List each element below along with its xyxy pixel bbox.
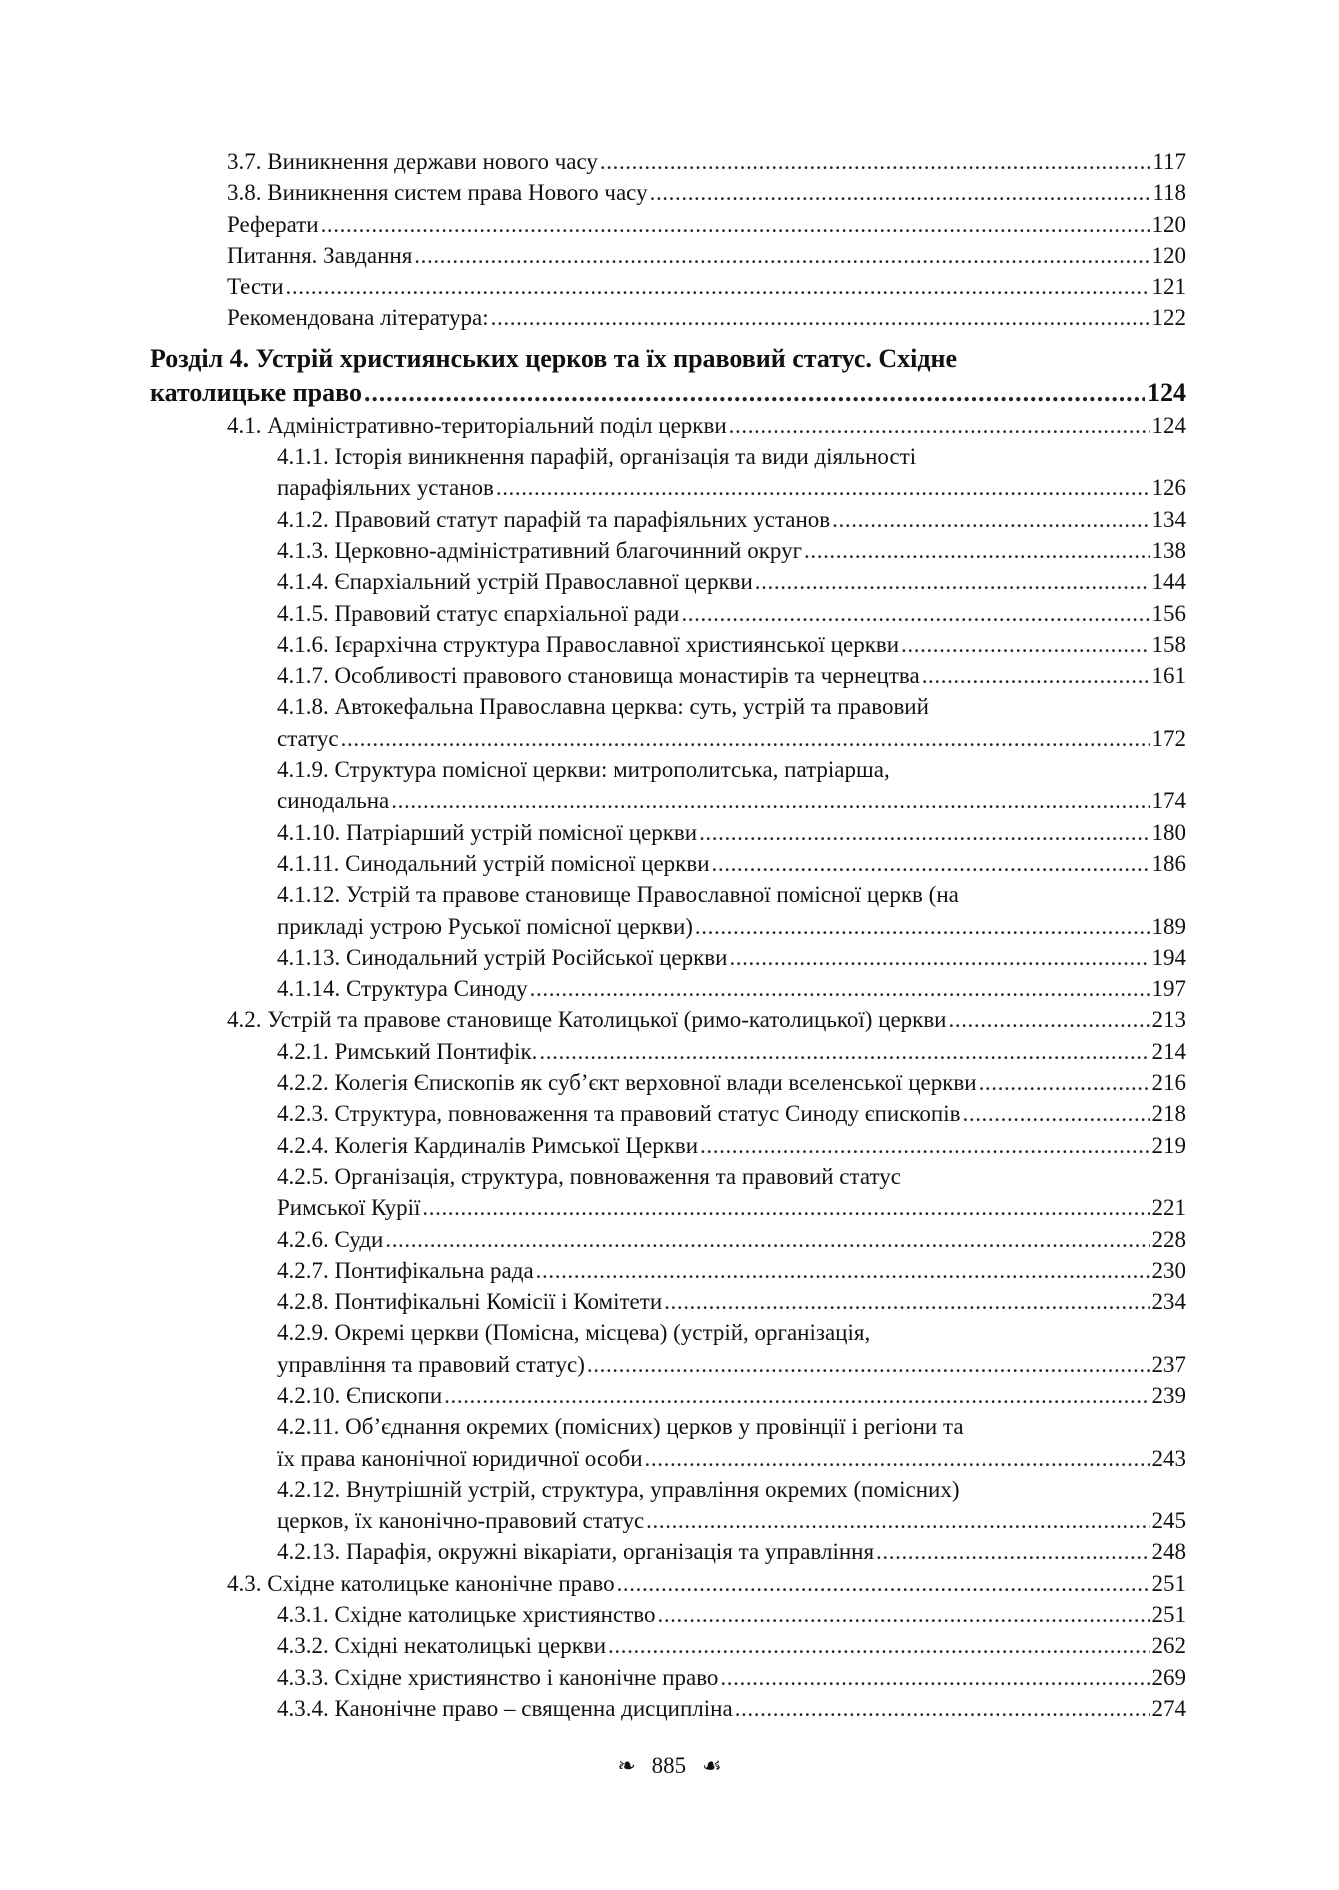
toc-entry-page: 194 bbox=[1151, 944, 1186, 970]
toc-entry-page: 228 bbox=[1151, 1226, 1186, 1252]
toc-entry-title: синодальна bbox=[277, 788, 390, 814]
toc-entry-page: 216 bbox=[1151, 1070, 1186, 1096]
dot-leader bbox=[804, 535, 1149, 566]
toc-entry-page: 144 bbox=[1151, 569, 1186, 595]
toc-entry bbox=[150, 1662, 1186, 1693]
toc-entry bbox=[150, 942, 1186, 973]
toc-entry-page: 161 bbox=[1151, 663, 1186, 689]
toc-entry bbox=[150, 240, 1186, 271]
toc-entry-page: 122 bbox=[1151, 305, 1186, 331]
dot-leader bbox=[901, 629, 1149, 660]
toc-entry-page: 156 bbox=[1151, 600, 1186, 626]
toc-entry bbox=[150, 1036, 1186, 1067]
toc-entry-page: 126 bbox=[1151, 475, 1186, 501]
toc-entry bbox=[150, 973, 1186, 1004]
dot-leader bbox=[608, 1630, 1149, 1661]
toc-entry-page: 186 bbox=[1151, 850, 1186, 876]
toc-entry bbox=[150, 209, 1186, 240]
dot-leader bbox=[587, 1349, 1150, 1380]
toc-entry bbox=[150, 177, 1186, 208]
toc-entry-title: 4.2.10. Єпископи bbox=[277, 1382, 443, 1408]
page-number: 885 bbox=[651, 1753, 687, 1778]
dot-leader bbox=[735, 1693, 1150, 1724]
toc-entry-page: 239 bbox=[1151, 1382, 1186, 1408]
toc-entry-page: 219 bbox=[1151, 1132, 1186, 1158]
toc-entry-page: 251 bbox=[1151, 1602, 1186, 1628]
toc-entry bbox=[150, 566, 1186, 597]
dot-leader bbox=[949, 1004, 1150, 1035]
toc-entry-title: 4.3.1. Східне католицьке християнство bbox=[277, 1602, 656, 1628]
toc-entry bbox=[150, 1067, 1186, 1098]
dot-leader bbox=[444, 1380, 1149, 1411]
dot-leader bbox=[657, 1599, 1149, 1630]
dot-leader bbox=[530, 973, 1150, 1004]
toc-entry-title-line: 4.2.5. Організація, структура, повноваження та правовий статус bbox=[277, 1163, 901, 1189]
fleuron-left-icon: ❧ bbox=[617, 1754, 636, 1779]
toc-entry-page: 174 bbox=[1151, 788, 1186, 814]
toc-entry bbox=[150, 723, 1186, 754]
toc-entry bbox=[150, 1255, 1186, 1286]
toc-entry-title: їх права канонічної юридичної особи bbox=[277, 1445, 643, 1471]
toc-entry-title: 4.2.6. Суди bbox=[277, 1226, 384, 1252]
chapter-heading bbox=[150, 342, 1186, 410]
toc-entry-title: 4.3.2. Східні некатолицькі церкви bbox=[277, 1633, 607, 1659]
dot-leader bbox=[341, 723, 1150, 754]
toc-entry-title: Рекомендована література: bbox=[227, 305, 489, 331]
toc-entry bbox=[150, 598, 1186, 629]
dot-leader bbox=[922, 660, 1150, 691]
dot-leader bbox=[963, 1098, 1150, 1129]
dot-leader bbox=[729, 410, 1150, 441]
toc-entry-title: Питання. Завдання bbox=[227, 242, 413, 268]
toc-entry bbox=[150, 1286, 1186, 1317]
toc-entry-title: 4.1.10. Патріарший устрій помісної церкви bbox=[277, 819, 698, 845]
toc-entry bbox=[150, 1693, 1186, 1724]
chapter-title: католицьке право bbox=[150, 377, 362, 407]
toc-entry-page: 234 bbox=[1151, 1289, 1186, 1315]
toc-entry-title: 4.3.3. Східне християнство і канонічне право bbox=[277, 1664, 719, 1690]
toc-entry-title-line: 4.1.1. Історія виникнення парафій, організація та види діяльності bbox=[277, 444, 917, 470]
dot-leader bbox=[755, 566, 1150, 597]
toc-entry-page: 138 bbox=[1151, 537, 1186, 563]
dot-leader bbox=[414, 240, 1149, 271]
toc-entry-page: 262 bbox=[1151, 1633, 1186, 1659]
toc-entry bbox=[150, 785, 1186, 816]
toc-entry-title: 4.2.2. Колегія Єпископів як суб’єкт верховної влади вселенської церкви bbox=[277, 1070, 977, 1096]
toc-entry-title: 4.2.1. Римський Понтифік. bbox=[277, 1038, 538, 1064]
toc-entry bbox=[150, 504, 1186, 535]
toc-entry-title-line: 4.1.12. Устрій та правове становище Православної помісної церкв (на bbox=[277, 882, 959, 908]
dot-leader bbox=[496, 472, 1150, 503]
toc-section bbox=[150, 410, 1186, 441]
toc-entry bbox=[150, 146, 1186, 177]
toc-entry-page: 189 bbox=[1151, 913, 1186, 939]
toc-entry-title: 4.2.13. Парафія, окружні вікаріати, організація та управління bbox=[277, 1539, 875, 1565]
toc-entry bbox=[150, 911, 1186, 942]
dot-leader bbox=[536, 1255, 1150, 1286]
toc-entry-page: 245 bbox=[1151, 1508, 1186, 1534]
toc-entry-title: 3.7. Виникнення держави нового часу bbox=[227, 149, 598, 174]
toc-entry-title: 4.2.3. Структура, повноваження та правовий статус Синоду єпископів bbox=[277, 1101, 961, 1127]
toc-entry-title-line: 4.2.11. Об’єднання окремих (помісних) церков у провінції і регіони та bbox=[277, 1414, 964, 1440]
toc-entry bbox=[150, 1599, 1186, 1630]
table-of-contents bbox=[150, 146, 1186, 1724]
toc-entry bbox=[150, 1536, 1186, 1567]
toc-entry-title-line: 4.2.12. Внутрішній устрій, структура, управління окремих (помісних) bbox=[277, 1476, 960, 1502]
toc-entry bbox=[150, 535, 1186, 566]
toc-entry-page: 180 bbox=[1151, 819, 1186, 845]
toc-entry-page: 218 bbox=[1151, 1101, 1186, 1127]
toc-entry bbox=[150, 1130, 1186, 1161]
toc-entry-title: Римської Курії bbox=[277, 1195, 421, 1221]
toc-entry-title: 4.2. Устрій та правове становище Католицької (римо-католицької) церкви bbox=[227, 1007, 947, 1033]
dot-leader bbox=[650, 177, 1151, 208]
toc-entry-page: 120 bbox=[1151, 242, 1186, 268]
toc-entry-title: 4.1. Адміністративно-територіальний поділ церкви bbox=[227, 412, 727, 438]
toc-entry bbox=[150, 660, 1186, 691]
dot-leader bbox=[391, 785, 1149, 816]
toc-entry-title: 4.2.4. Колегія Кардиналів Римської Церкви bbox=[277, 1132, 699, 1158]
toc-entry bbox=[150, 472, 1186, 503]
toc-entry-title: 3.8. Виникнення систем права Нового часу bbox=[227, 180, 648, 206]
toc-entry-title: 4.3.4. Канонічне право – священна дисципліна bbox=[277, 1695, 733, 1721]
dot-leader bbox=[720, 1662, 1149, 1693]
toc-entry-page: 274 bbox=[1151, 1695, 1186, 1721]
toc-entry-title: прикладі устрою Руської помісної церкви) bbox=[277, 913, 693, 939]
dot-leader bbox=[699, 817, 1149, 848]
dot-leader bbox=[700, 1130, 1149, 1161]
toc-entry-page: 172 bbox=[1151, 725, 1186, 751]
toc-entry-page: 121 bbox=[1151, 274, 1186, 300]
toc-entry-page: 118 bbox=[1152, 180, 1186, 206]
dot-leader bbox=[600, 146, 1150, 177]
toc-entry-title: 4.2.7. Понтифікальна рада bbox=[277, 1257, 534, 1283]
toc-entry bbox=[150, 848, 1186, 879]
dot-leader bbox=[491, 302, 1150, 333]
toc-entry-title: церков, їх канонічно-правовий статус bbox=[277, 1508, 645, 1534]
toc-entry bbox=[150, 1380, 1186, 1411]
toc-entry-page: 269 bbox=[1151, 1664, 1186, 1690]
chapter-entry bbox=[150, 376, 1186, 410]
toc-entry-title: 4.1.14. Структура Синоду bbox=[277, 976, 528, 1002]
toc-section bbox=[150, 1004, 1186, 1035]
toc-entry-page: 197 bbox=[1151, 976, 1186, 1002]
dot-leader bbox=[681, 598, 1149, 629]
fleuron-right-icon: ☙ bbox=[701, 1754, 722, 1779]
toc-entry-page: 243 bbox=[1151, 1445, 1186, 1471]
toc-entry-page: 158 bbox=[1151, 631, 1186, 657]
toc-entry-page: 117 bbox=[1152, 149, 1186, 174]
toc-entry-title-line: 4.1.9. Структура помісної церкви: митрополитська, патріарша, bbox=[277, 757, 890, 783]
toc-entry-title: Тести bbox=[227, 274, 284, 300]
toc-entry bbox=[150, 1224, 1186, 1255]
toc-entry-title: парафіяльних установ bbox=[277, 475, 494, 501]
dot-leader bbox=[286, 271, 1150, 302]
dot-leader bbox=[712, 848, 1150, 879]
dot-leader bbox=[832, 504, 1149, 535]
toc-entry-title-line: 4.2.9. Окремі церкви (Помісна, місцева) (устрій, організація, bbox=[277, 1320, 871, 1346]
toc-entry-title: 4.1.11. Синодальний устрій помісної церкви bbox=[277, 850, 710, 876]
toc-entry-title: 4.3. Східне католицьке канонічне право bbox=[227, 1570, 615, 1596]
toc-entry-page: 134 bbox=[1151, 506, 1186, 532]
toc-entry bbox=[150, 1349, 1186, 1380]
dot-leader bbox=[364, 376, 1145, 410]
toc-entry-title-line: 4.1.8. Автокефальна Православна церква: суть, устрій та правовий bbox=[277, 694, 929, 720]
toc-entry-page: 120 bbox=[1151, 211, 1186, 237]
dot-leader bbox=[539, 1036, 1149, 1067]
toc-entry bbox=[150, 1630, 1186, 1661]
toc-entry bbox=[150, 271, 1186, 302]
toc-entry-page: 124 bbox=[1151, 412, 1186, 438]
chapter-title-line: Розділ 4. Устрій християнських церков та їх правовий статус. Східне bbox=[150, 343, 958, 373]
toc-section bbox=[150, 1568, 1186, 1599]
dot-leader bbox=[645, 1443, 1150, 1474]
dot-leader bbox=[695, 911, 1150, 942]
toc-entry-page: 248 bbox=[1151, 1539, 1186, 1565]
toc-entry-page: 230 bbox=[1151, 1257, 1186, 1283]
toc-entry bbox=[150, 629, 1186, 660]
toc-entry bbox=[150, 1192, 1186, 1223]
chapter-page: 124 bbox=[1147, 377, 1186, 407]
toc-entry-page: 213 bbox=[1151, 1007, 1186, 1033]
toc-entry-title: 4.1.6. Ієрархічна структура Православної християнської церкви bbox=[277, 631, 900, 657]
dot-leader bbox=[664, 1286, 1149, 1317]
toc-entry-title: 4.1.3. Церковно-адміністративний благочинний округ bbox=[277, 537, 803, 563]
toc-entry bbox=[150, 1098, 1186, 1129]
toc-entry-title: 4.1.4. Єпархіальний устрій Православної церкви bbox=[277, 569, 753, 595]
dot-leader bbox=[876, 1536, 1149, 1567]
toc-entry-page: 251 bbox=[1151, 1570, 1186, 1596]
dot-leader bbox=[617, 1568, 1150, 1599]
toc-entry-page: 221 bbox=[1151, 1195, 1186, 1221]
toc-entry-title: 4.1.7. Особливості правового становища монастирів та чернецтва bbox=[277, 663, 920, 689]
dot-leader bbox=[646, 1505, 1149, 1536]
dot-leader bbox=[979, 1067, 1150, 1098]
page-footer bbox=[0, 1753, 1339, 1779]
toc-entry-title: 4.1.2. Правовий статут парафій та парафіяльних установ bbox=[277, 506, 831, 532]
toc-entry-title: Реферати bbox=[227, 211, 319, 237]
toc-entry-title: 4.1.13. Синодальний устрій Російської церкви bbox=[277, 944, 728, 970]
toc-entry-page: 237 bbox=[1151, 1351, 1186, 1377]
dot-leader bbox=[422, 1192, 1149, 1223]
toc-entry-title: 4.2.8. Понтифікальні Комісії і Комітети bbox=[277, 1289, 663, 1315]
toc-entry-page: 214 bbox=[1151, 1038, 1186, 1064]
toc-entry-title: 4.1.5. Правовий статус єпархіальної ради bbox=[277, 600, 680, 626]
dot-leader bbox=[385, 1224, 1149, 1255]
dot-leader bbox=[321, 209, 1150, 240]
dot-leader bbox=[729, 942, 1149, 973]
toc-entry-title: управління та правовий статус) bbox=[277, 1351, 585, 1377]
toc-entry bbox=[150, 1443, 1186, 1474]
toc-entry bbox=[150, 1505, 1186, 1536]
toc-entry-title: статус bbox=[277, 725, 339, 751]
toc-entry bbox=[150, 302, 1186, 333]
toc-entry bbox=[150, 817, 1186, 848]
